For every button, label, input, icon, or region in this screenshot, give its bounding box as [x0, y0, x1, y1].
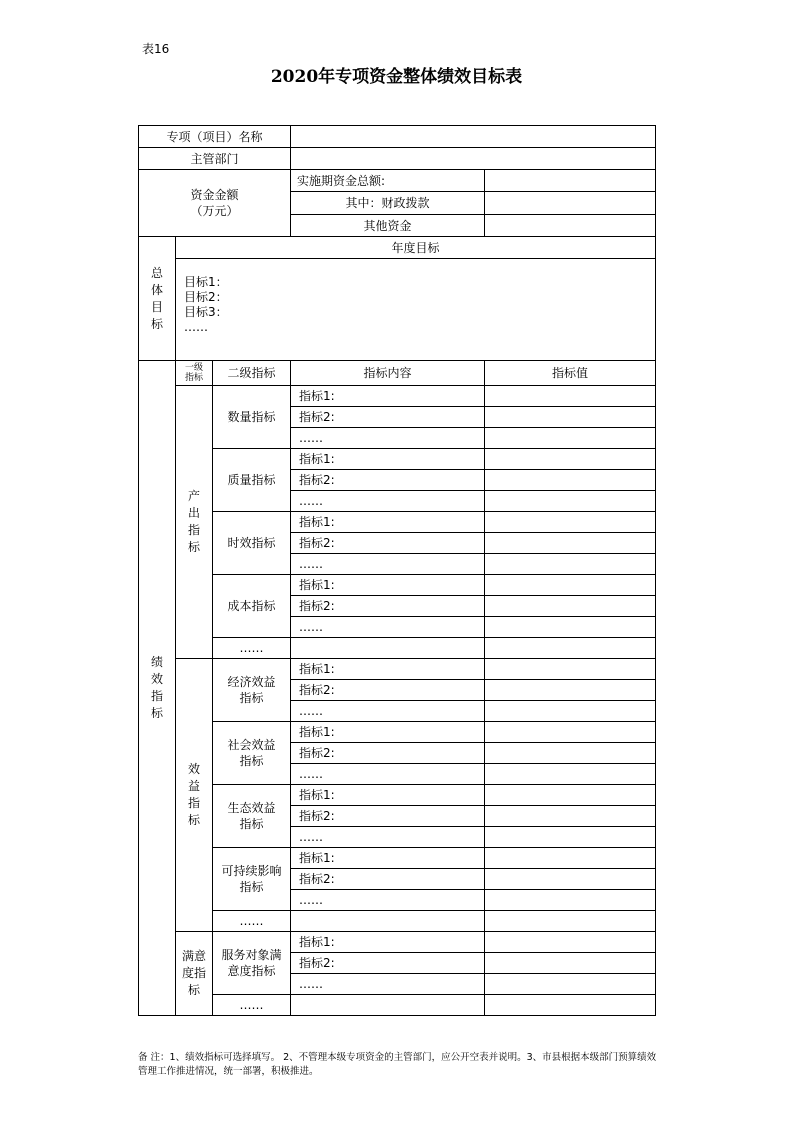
indicator-content-cell[interactable]: 指标2:	[291, 743, 485, 764]
indicator-content-cell[interactable]: 指标2:	[291, 869, 485, 890]
perf-section-label: 绩效指标	[139, 361, 176, 1016]
indicator-value-cell[interactable]	[485, 638, 656, 659]
funds-label: 资金金额 （万元）	[139, 170, 291, 237]
col-level2-header: 二级指标	[213, 361, 291, 386]
project-name-label: 专项（项目）名称	[139, 126, 291, 148]
indicator-value-cell[interactable]	[485, 617, 656, 638]
indicator-value-cell[interactable]	[485, 806, 656, 827]
indicator-content-cell[interactable]: 指标1:	[291, 722, 485, 743]
goal-3: 目标3：	[184, 305, 228, 319]
timeliness-indicator-label: 时效指标	[213, 512, 291, 575]
funds-other-value[interactable]	[485, 215, 656, 237]
cost-indicator-label: 成本指标	[213, 575, 291, 638]
funds-total-value[interactable]	[485, 170, 656, 192]
indicator-value-cell[interactable]	[485, 974, 656, 995]
indicator-content-cell[interactable]: 指标1:	[291, 785, 485, 806]
col-level1-header: 一级指标	[176, 361, 213, 386]
indicator-content-cell[interactable]: 指标1:	[291, 512, 485, 533]
indicator-content-cell[interactable]: 指标2:	[291, 806, 485, 827]
indicator-value-cell[interactable]	[485, 764, 656, 785]
indicator-value-cell[interactable]	[485, 722, 656, 743]
satisfaction-other-label: ……	[213, 995, 291, 1016]
output-other-label: ……	[213, 638, 291, 659]
indicator-content-cell[interactable]: ……	[291, 764, 485, 785]
indicator-value-cell[interactable]	[485, 680, 656, 701]
satisfaction-indicator-label: 满意度指标	[176, 932, 213, 1016]
funds-other-label: 其他资金	[291, 215, 485, 237]
project-name-value[interactable]	[291, 126, 656, 148]
output-indicator-label: 产出指标	[176, 386, 213, 659]
benefit-other-label: ……	[213, 911, 291, 932]
indicator-value-cell[interactable]	[485, 911, 656, 932]
table-number: 表16	[142, 42, 170, 56]
funds-total-label: 实施期资金总额:	[291, 170, 485, 192]
indicator-content-cell[interactable]: 指标2:	[291, 407, 485, 428]
ecological-indicator-label: 生态效益指标	[213, 785, 291, 848]
indicator-value-cell[interactable]	[485, 701, 656, 722]
indicator-value-cell[interactable]	[485, 890, 656, 911]
indicator-content-cell[interactable]: 指标1:	[291, 659, 485, 680]
funds-finance-value[interactable]	[485, 192, 656, 215]
indicator-content-cell[interactable]: ……	[291, 491, 485, 512]
indicator-value-cell[interactable]	[485, 827, 656, 848]
annual-goal-content[interactable]	[176, 259, 656, 361]
indicator-content-cell[interactable]: 指标2:	[291, 533, 485, 554]
indicator-value-cell[interactable]	[485, 575, 656, 596]
indicator-value-cell[interactable]	[485, 533, 656, 554]
indicator-content-cell[interactable]: 指标2:	[291, 680, 485, 701]
indicator-value-cell[interactable]	[485, 869, 656, 890]
indicator-content-cell[interactable]: ……	[291, 617, 485, 638]
indicator-content-cell[interactable]: 指标1:	[291, 848, 485, 869]
service-satisfaction-label: 服务对象满意度指标	[213, 932, 291, 995]
dept-label: 主管部门	[139, 148, 291, 170]
indicator-value-cell[interactable]	[485, 512, 656, 533]
indicator-content-cell[interactable]	[291, 995, 485, 1016]
quantity-indicator-label: 数量指标	[213, 386, 291, 449]
funds-finance-label: 其中：财政拨款	[291, 192, 485, 215]
page-title: 2020年专项资金整体绩效目标表	[270, 67, 523, 87]
indicator-value-cell[interactable]	[485, 785, 656, 806]
indicator-value-cell[interactable]	[485, 449, 656, 470]
indicator-value-cell[interactable]	[485, 953, 656, 974]
annual-goal-label: 年度目标	[176, 237, 656, 259]
performance-target-table	[138, 125, 656, 1016]
goal-more: ……	[184, 320, 208, 334]
indicator-content-cell[interactable]: 指标1:	[291, 575, 485, 596]
sustainable-indicator-label: 可持续影响指标	[213, 848, 291, 911]
dept-value[interactable]	[291, 148, 656, 170]
indicator-content-cell[interactable]: ……	[291, 554, 485, 575]
social-indicator-label: 社会效益指标	[213, 722, 291, 785]
indicator-value-cell[interactable]	[485, 554, 656, 575]
goal-2: 目标2：	[184, 290, 228, 304]
indicator-content-cell[interactable]: ……	[291, 827, 485, 848]
overall-section-label: 总体目标	[139, 237, 176, 361]
indicator-value-cell[interactable]	[485, 491, 656, 512]
indicator-content-cell[interactable]: 指标1:	[291, 932, 485, 953]
col-value-header: 指标值	[485, 361, 656, 386]
indicator-content-cell[interactable]: ……	[291, 701, 485, 722]
indicator-value-cell[interactable]	[485, 428, 656, 449]
indicator-content-cell[interactable]: ……	[291, 890, 485, 911]
indicator-value-cell[interactable]	[485, 932, 656, 953]
indicator-content-cell[interactable]: 指标2:	[291, 953, 485, 974]
indicator-value-cell[interactable]	[485, 995, 656, 1016]
indicator-value-cell[interactable]	[485, 470, 656, 491]
indicator-content-cell[interactable]: ……	[291, 974, 485, 995]
col-content-header: 指标内容	[291, 361, 485, 386]
indicator-value-cell[interactable]	[485, 386, 656, 407]
indicator-content-cell[interactable]	[291, 911, 485, 932]
footnote: 备 注：1、绩效指标可选择填写。 2、不管理本级专项资金的主管部门，应公开空表并说明。3、市县根据本级部门预算绩效管理工作推进情况，统一部署，积极推进。	[138, 1052, 657, 1077]
indicator-content-cell[interactable]: ……	[291, 428, 485, 449]
goal-1: 目标1：	[184, 275, 228, 289]
indicator-value-cell[interactable]	[485, 659, 656, 680]
indicator-content-cell[interactable]: 指标1:	[291, 386, 485, 407]
benefit-indicator-label: 效益指标	[176, 659, 213, 932]
indicator-value-cell[interactable]	[485, 596, 656, 617]
indicator-value-cell[interactable]	[485, 743, 656, 764]
indicator-content-cell[interactable]	[291, 638, 485, 659]
indicator-content-cell[interactable]: 指标2:	[291, 470, 485, 491]
quality-indicator-label: 质量指标	[213, 449, 291, 512]
indicator-content-cell[interactable]: 指标2:	[291, 596, 485, 617]
indicator-value-cell[interactable]	[485, 848, 656, 869]
indicator-content-cell[interactable]: 指标1:	[291, 449, 485, 470]
economic-indicator-label: 经济效益指标	[213, 659, 291, 722]
indicator-value-cell[interactable]	[485, 407, 656, 428]
